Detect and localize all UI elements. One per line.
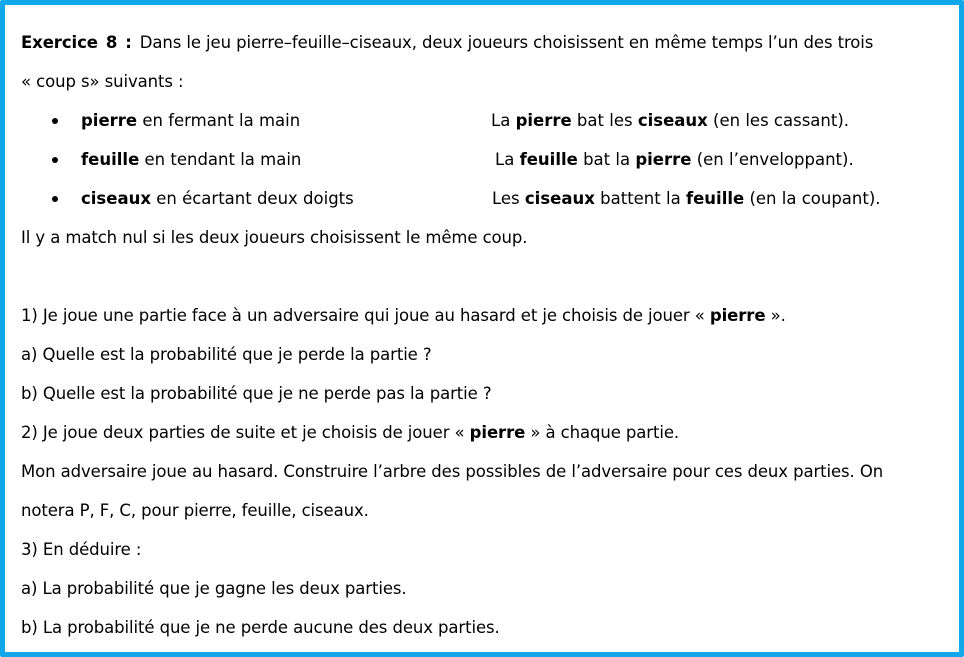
bullet-right-bold1: feuille [519,150,578,169]
question-1-pre: 1) Je joue une partie face à un adversaire qui joue au hasard et je choisis de jouer « [21,306,710,325]
bullet-left-2 [81,150,301,170]
exercise-intro-line2: « coup s» suivants : [21,72,184,91]
bullet-right-1 [491,111,849,131]
bullet-right-2 [495,150,854,170]
bullet-left-bold: feuille [81,150,140,169]
question-2-post: » à chaque partie. [525,423,680,442]
exercise-intro-line1 [21,33,873,53]
exercise-title-colon: : [125,33,132,52]
bullet-left-rest: en tendant la main [139,150,302,169]
bullet-right-bold2: pierre [635,150,692,169]
bullet-left-rest: en écartant deux doigts [150,189,354,208]
question-2-pre: 2) Je joue deux parties de suite et je choisis de jouer « [21,423,470,442]
bullet-right-bold1: pierre [515,111,572,130]
question-3-title: 3) En déduire : [21,540,142,559]
question-2 [21,423,679,443]
exercise-title-number: 8 [105,33,118,52]
bullet-right-post: (en la coupant). [744,189,881,208]
bullet-icon [52,118,58,124]
exercise-intro-text1: Dans le jeu pierre–feuille–ciseaux, deux joueurs choisissent en même temps l’un des trois [139,33,874,52]
bullet-right-bold1: ciseaux [524,189,595,208]
exercise-title-word: Exercice [21,33,98,52]
bullet-icon [52,196,58,202]
question-1-post: ». [765,306,786,325]
bullet-right-pre: La [495,150,520,169]
question-1b: b) Quelle est la probabilité que je ne perde pas la partie ? [21,384,492,403]
bullet-right-mid: battent la [594,189,686,208]
bullet-right-bold2: feuille [685,189,745,208]
bullet-right-post: (en l’enveloppant). [691,150,854,169]
question-1 [21,306,786,326]
question-1a: a) Quelle est la probabilité que je perde la partie ? [21,345,432,364]
bullet-right-post: (en les cassant). [707,111,850,130]
question-2-bold: pierre [469,423,526,442]
match-nul-text: Il y a match nul si les deux joueurs choisissent le même coup. [21,228,528,247]
bullet-left-rest: en fermant la main [137,111,301,130]
bullet-right-mid: bat la [577,150,636,169]
question-2-line3: notera P, F, C, pour pierre, feuille, ciseaux. [21,501,369,520]
bullet-left-1 [81,111,300,131]
bullet-left-bold: pierre [81,111,138,130]
question-1-bold: pierre [709,306,766,325]
bullet-left-bold: ciseaux [81,189,151,208]
bullet-right-bold2: ciseaux [637,111,708,130]
question-3b: b) La probabilité que je ne perde aucune des deux parties. [21,618,500,637]
bullet-right-pre: Les [492,189,525,208]
question-3a: a) La probabilité que je gagne les deux parties. [21,579,407,598]
question-2-line2: Mon adversaire joue au hasard. Construire l’arbre des possibles de l’adversaire pour ces deux parties. On [21,462,884,481]
bullet-right-mid: bat les [571,111,638,130]
bullet-icon [52,157,58,163]
bullet-right-pre: La [491,111,516,130]
bullet-left-3 [81,189,354,209]
bullet-right-3 [492,189,881,209]
